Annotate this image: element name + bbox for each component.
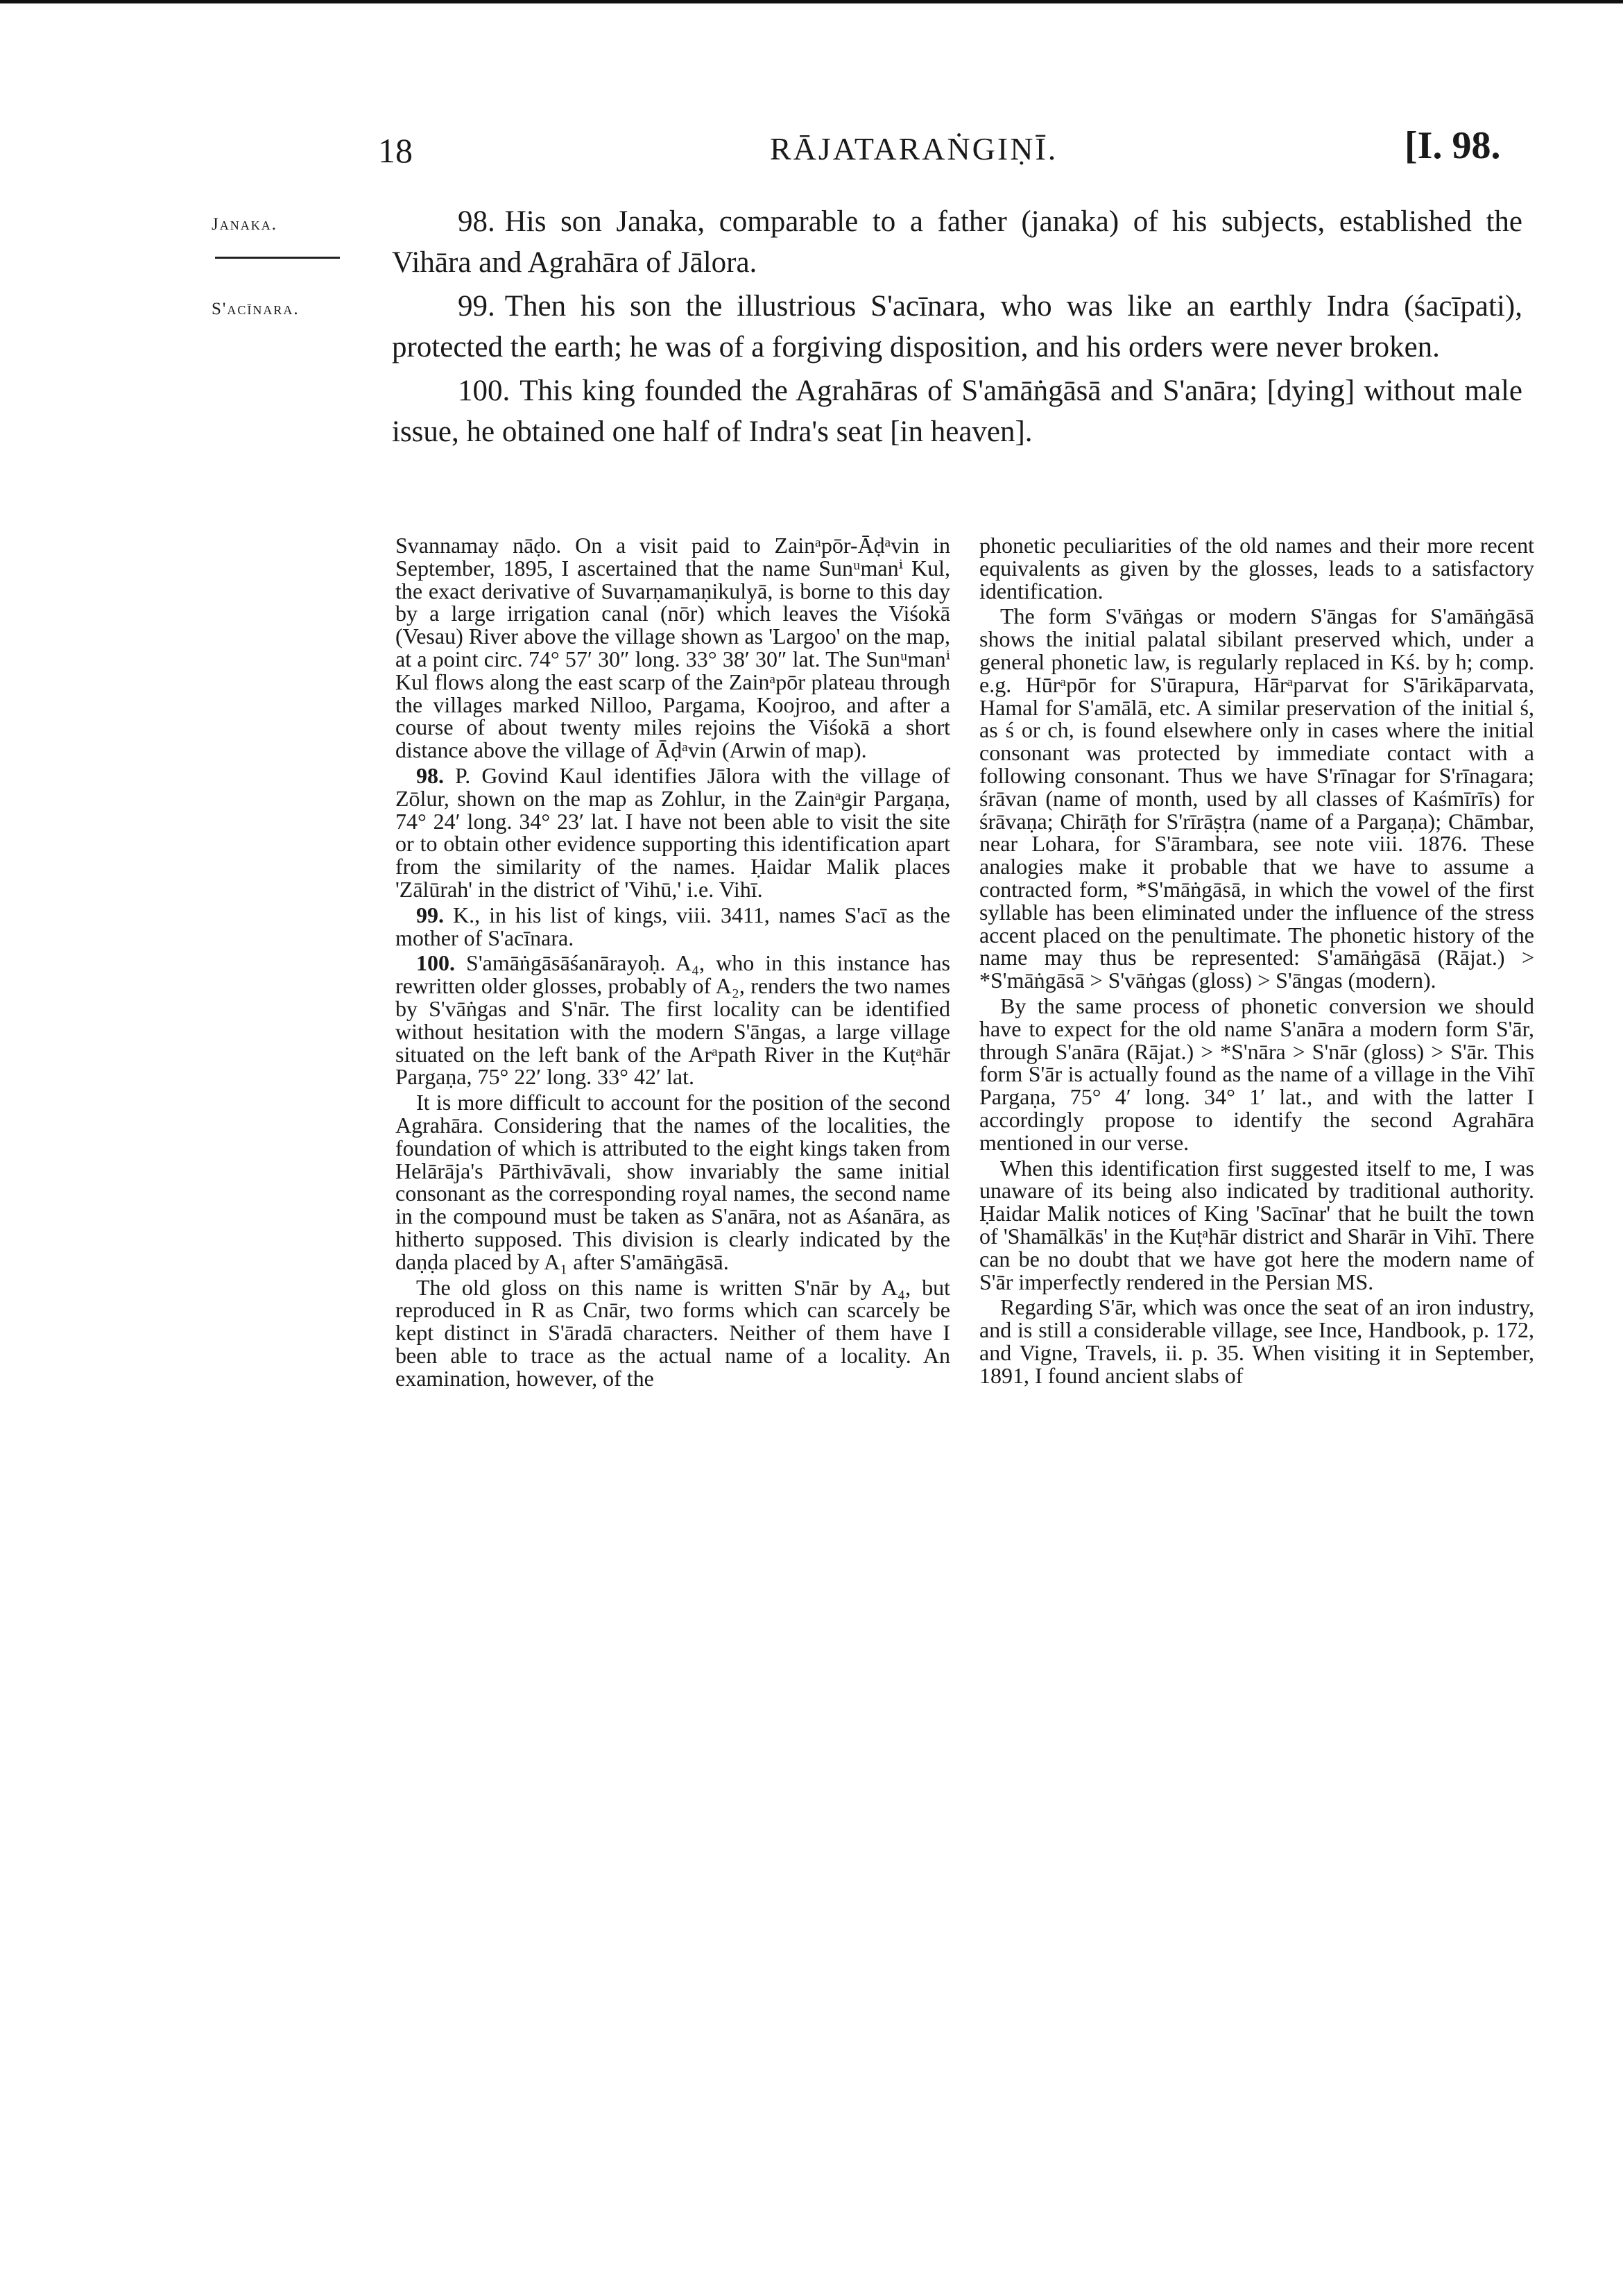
note-text: phonetic peculiarities of the old names and their more recent equivalents as given by the glosses, leads to a satisfactory identification. [979, 533, 1534, 603]
verse-98 [392, 201, 1522, 283]
margin-note-sacinara: S'acīnara. [212, 300, 300, 318]
note-number: 99. [416, 902, 444, 927]
section-reference: [I. 98. [1405, 124, 1501, 167]
verse-text: His son Janaka, comparable to a father (janaka) of his subjects, established the Vihāra and Agrahāra of Jālora. [392, 205, 1522, 279]
note-text: K., in his list of kings, viii. 3411, names S'acī as the mother of S'acīnara. [395, 902, 951, 950]
note-paragraph [395, 1091, 950, 1273]
verse-99 [392, 286, 1522, 368]
page-number: 18 [378, 131, 413, 170]
note-text: Svannamay nāḍo. On a visit paid to Zainᵃpōr-Āḍᵃvin in September, 1895, I ascertained that the name Sunᵘmanⁱ Kul, the exact derivative of Suvarṇamaṇikulyā, is borne to this day by a large irrigation canal (nōr) which leaves the Viśokā (Vesau) River above the village shown as 'Largoo' on the map, at a point circ. 74° 57′ 30″ long. 33° 38′ 30″ lat. The Sunᵘmanⁱ Kul flows along the east scarp of the Zainᵃpōr plateau through the villages marked Nilloo, Pargama, Koojroo, and after a course of about twenty miles rejoins the Viśokā a short distance above the village of Āḍᵃvin (Arwin of map). [395, 533, 950, 763]
note-number: 98. [416, 762, 444, 788]
note-paragraph [979, 605, 1534, 992]
verse-number: 99. [458, 290, 495, 323]
note-number: 100. [416, 950, 455, 976]
verse-number: 100. [458, 375, 510, 407]
note-99 [395, 904, 950, 950]
margin-note-janaka: Janaka. [212, 215, 277, 234]
note-text: Regarding S'ār, which was once the seat of an iron industry, and is still a considerable village, see Ince, Handbook, p. 172, and Vigne, Travels, ii. p. 35. When visiting it in September, 1891, I found ancient slabs of [979, 1294, 1534, 1388]
note-paragraph [979, 1157, 1534, 1294]
verse-number: 98. [458, 205, 495, 238]
note-100 [395, 952, 950, 1088]
verse-block [392, 201, 1522, 455]
verse-text: This king founded the Agrahāras of S'amāṅgāsā and S'anāra; [dying] without male issue, he obtained one half of Indra's seat [in heaven]. [392, 375, 1522, 448]
notes-left-column [395, 534, 950, 1389]
note-paragraph [395, 534, 950, 762]
verse-text: Then his son the illustrious S'acīnara, who was like an earthly Indra (śacīpati), protected the earth; he was of a forgiving disposition, and his orders were never broken. [392, 290, 1522, 363]
margin-divider [215, 257, 340, 259]
note-text: It is more difficult to account for the position of the second Agrahāra. Considering that the names of the localities, the foundation of which is attributed to the eight kings taken from Helārāja's Pārthivāvali, show invariably the same initial consonant as the corresponding royal names, the second name in the compound must be taken as S'anāra, not as Aśanāra, as hitherto supposed. This division is clearly indicated by the daṇḍa placed by A₁ after S'amāṅgāsā. [395, 1090, 950, 1274]
note-98 [395, 764, 950, 901]
note-text: When this identification first suggested itself to me, I was unaware of its being also indicated by traditional authority. Ḥaidar Malik notices of King 'Sacīnar' that he built the town of 'Shamālkās' in the Kuṭᵃhār district and Sharār in Vihī. There can be no doubt that we have got here the modern name of S'ār imperfectly rendered in the Persian MS. [979, 1155, 1534, 1294]
note-paragraph [979, 534, 1534, 602]
note-paragraph [979, 1296, 1534, 1387]
note-paragraph [979, 995, 1534, 1154]
note-text: By the same process of phonetic conversion we should have to expect for the old name S'anāra a modern form S'ār, through S'anāra (Rājat.) > *S'nāra > S'nār (gloss) > S'ār. This form S'ār is actually found as the name of a village in the Vihī Pargaṇa, 75° 4′ long. 34° 1′ lat., and with the latter I accordingly propose to identify the second Agrahāra mentioned in our verse. [979, 993, 1534, 1155]
note-text: The old gloss on this name is written S'nār by A₄, but reproduced in R as Cnār, two forms which can scarcely be kept distinct in S'āradā characters. Neither of them have I been able to trace as the actual name of a locality. An examination, however, of the [395, 1274, 950, 1391]
note-text: S'amāṅgāsāśanārayoḥ. A₄, who in this instance has rewritten older glosses, probably of A₂, renders the two names by S'vāṅgas and S'nār. The first locality can be identified without hesitation with the modern S'āngas, a large village situated on the left bank of the Arᵃpath River in the Kuṭᵃhār Pargaṇa, 75° 22′ long. 33° 42′ lat. [395, 950, 950, 1090]
verse-100 [392, 370, 1522, 452]
note-text: P. Govind Kaul identifies Jālora with the village of Zōlur, shown on the map as Zohlur, in the Zainᵃgir Pargaṇa, 74° 24′ long. 34° 23′ lat. I have not been able to visit the site or to obtain other evidence supporting this identification apart from the similarity of the names. Ḥaidar Malik places 'Zālūrah' in the district of 'Vihū,' i.e. Vihī. [395, 762, 951, 902]
note-text: The form S'vāṅgas or modern S'āngas for S'amāṅgāsā shows the initial palatal sibilant preserved which, under a general phonetic law, is regularly replaced in Kś. by h; comp. e.g. Hūrᵃpōr for S'ūrapura, Hārᵃparvat for S'ārikāparvata, Hamal for S'amālā, etc. A similar preservation of the initial ś, as ś or ch, is found elsewhere only in cases where the initial consonant was protected by immediate contact with a following consonant. Thus we have S'rīnagar for S'rīnagara; śrāvan (name of month, used by all classes of Kaśmīrīs) for śrāvaṇa; Chirāṭh for S'rīrāṣṭra (name of a Pargaṇa); Chāmbar, near Lohara, for S'ārambara, see note viii. 1876. These analogies make it probable that we have to assume a contracted form, *S'māṅgāsā, in which the vowel of the first syllable has been eliminated under the influence of the stress accent placed on the penultimate. The phonetic history of the name may thus be represented: S'amāṅgāsā (Rājat.) > *S'māṅgāsā > S'vāṅgas (gloss) > S'āngas (modern). [979, 603, 1534, 993]
note-paragraph [395, 1276, 950, 1390]
running-title: RĀJATARAṄGIṆĪ. [770, 131, 1058, 166]
notes-right-column [979, 534, 1534, 1387]
page-top-edge [0, 0, 1623, 3]
